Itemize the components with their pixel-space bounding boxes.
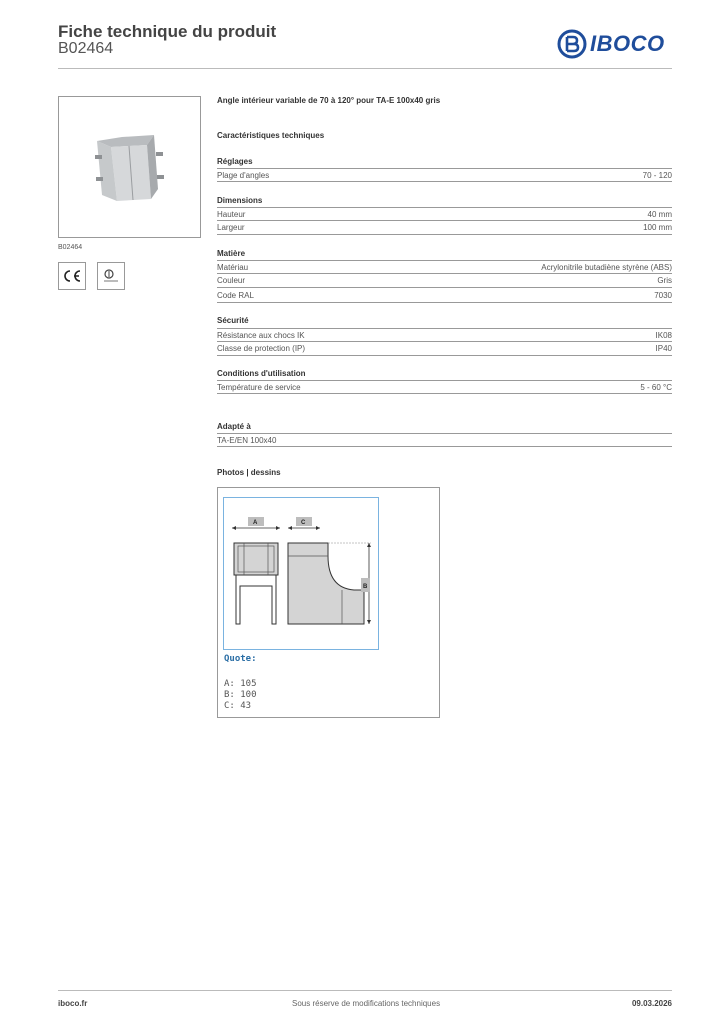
spec-value: IK08 bbox=[655, 331, 672, 340]
spec-row bbox=[217, 342, 672, 356]
iboco-emblem-icon bbox=[557, 29, 587, 59]
spec-row bbox=[217, 260, 672, 274]
dimension-drawing bbox=[224, 498, 380, 651]
spec-value: 40 mm bbox=[647, 210, 672, 219]
technical-characteristics-heading: Caractéristiques techniques bbox=[217, 131, 325, 140]
corner-piece-icon bbox=[59, 97, 202, 239]
spec-label: TA-E/EN 100x40 bbox=[217, 436, 277, 445]
spec-value: 7030 bbox=[654, 291, 672, 300]
spec-label: Matériau bbox=[217, 263, 249, 272]
group-title-adapte: Adapté à bbox=[217, 422, 251, 431]
footer-date: 09.03.2026 bbox=[631, 999, 672, 1008]
spec-label: Couleur bbox=[217, 276, 246, 285]
spec-label: Hauteur bbox=[217, 210, 246, 219]
iboco-logo bbox=[557, 28, 665, 60]
product-description: Angle intérieur variable de 70 à 120° pour TA-E 100x40 gris bbox=[217, 96, 441, 105]
spec-label: Plage d'angles bbox=[217, 171, 270, 180]
group-title-securite: Sécurité bbox=[217, 316, 249, 325]
certification-icon bbox=[101, 268, 121, 284]
spec-label: Classe de protection (IP) bbox=[217, 344, 306, 353]
spec-row bbox=[217, 168, 672, 182]
quote-c: C: 43 bbox=[224, 701, 252, 711]
photo-caption: B02464 bbox=[58, 244, 83, 251]
page-title: Fiche technique du produit bbox=[58, 22, 277, 41]
footer-note: Sous réserve de modifications techniques bbox=[292, 999, 441, 1008]
spec-value: IP40 bbox=[655, 344, 672, 353]
spec-label: Température de service bbox=[217, 383, 301, 392]
quote-title: Quote: bbox=[224, 654, 257, 664]
ce-mark bbox=[58, 262, 86, 290]
spec-row bbox=[217, 380, 672, 394]
ce-icon bbox=[61, 269, 83, 283]
footer-site[interactable]: iboco.fr bbox=[58, 999, 88, 1008]
quote-a: A: 105 bbox=[224, 679, 257, 689]
group-title-matiere: Matière bbox=[217, 249, 246, 258]
logo-text: IBOCO bbox=[590, 31, 665, 56]
header-divider bbox=[58, 68, 672, 69]
spec-value: Acrylonitrile butadiène styrène (ABS) bbox=[541, 263, 672, 272]
spec-row bbox=[217, 207, 672, 221]
spec-value: 100 mm bbox=[643, 223, 672, 232]
photos-drawings-heading: Photos | dessins bbox=[217, 468, 281, 477]
spec-row bbox=[217, 274, 672, 288]
spec-row bbox=[217, 433, 672, 447]
product-code: B02464 bbox=[58, 40, 114, 57]
group-title-reglages: Réglages bbox=[217, 157, 253, 166]
spec-value: 5 - 60 °C bbox=[640, 383, 672, 392]
group-title-conditions: Conditions d'utilisation bbox=[217, 369, 306, 378]
spec-row bbox=[217, 221, 672, 235]
quote-b: B: 100 bbox=[224, 690, 257, 700]
drawing-frame bbox=[223, 497, 379, 650]
spec-value: 70 - 120 bbox=[642, 171, 672, 180]
group-title-dimensions: Dimensions bbox=[217, 196, 263, 205]
spec-label: Largeur bbox=[217, 223, 245, 232]
footer-divider bbox=[58, 990, 672, 991]
product-photo bbox=[58, 96, 201, 238]
label-c: C bbox=[301, 520, 306, 526]
label-a: A bbox=[253, 520, 258, 526]
technical-drawing bbox=[217, 487, 440, 718]
spec-value: Gris bbox=[657, 276, 672, 285]
label-b: B bbox=[363, 584, 368, 590]
spec-row bbox=[217, 289, 672, 303]
certification-mark bbox=[97, 262, 125, 290]
spec-label: Code RAL bbox=[217, 291, 254, 300]
spec-label: Résistance aux chocs IK bbox=[217, 331, 305, 340]
spec-row bbox=[217, 328, 672, 342]
